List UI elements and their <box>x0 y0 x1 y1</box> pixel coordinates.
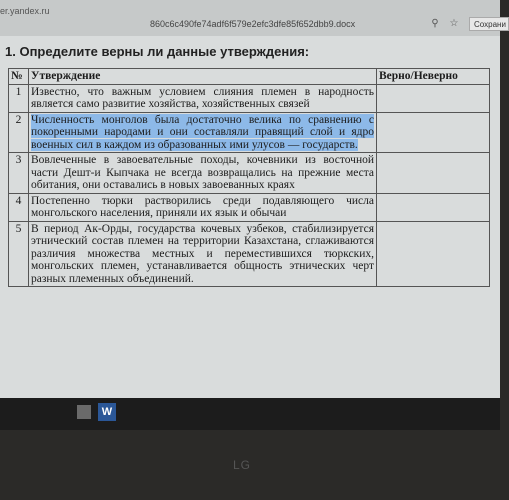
file-name: 860c6c490fe74adf6f579e2efc3dfe85f652dbb9.docx <box>150 19 356 29</box>
search-icon[interactable]: ⚲ <box>431 18 439 29</box>
verdict-cell[interactable] <box>377 112 490 153</box>
lg-logo: LG <box>233 458 252 472</box>
app-icon[interactable] <box>77 405 91 419</box>
statement-text[interactable]: Вовлеченные в завоевательные походы, кочевники из восточной части Дешт-и Кыпчака не всегда возвращались на прежние места обитания, они оставались в новых завоеванных краях <box>29 153 377 194</box>
statement-text[interactable]: Постепенно тюрки растворились среди подавляющего числа монгольского населения, приняли их язык и обычаи <box>29 193 377 221</box>
row-number: 5 <box>9 221 29 287</box>
save-button[interactable]: Сохрани <box>469 17 509 31</box>
task-title: 1. Определите верны ли данные утверждения: <box>5 44 310 59</box>
header-verdict: Верно/Неверно <box>377 69 490 85</box>
table-row <box>9 221 490 287</box>
verdict-cell[interactable] <box>377 84 490 112</box>
statement-text[interactable]: В период Ак-Орды, государства кочевых узбеков, стабилизируется этнический состав племен на территории Казахстана, сглаживаются различия множества местных и переместившихся тюркских, монгольских племен, устанавливается общность этнических черт разных племенных объединений. <box>29 221 377 287</box>
url-text[interactable]: er.yandex.ru <box>0 6 50 16</box>
header-number: № <box>9 69 29 85</box>
statement-text-selected[interactable] <box>29 112 377 153</box>
table-header-row <box>9 69 490 85</box>
table-row <box>9 193 490 221</box>
text-selection[interactable]: Численность монголов была достаточно велика по сравнению с покоренными народами и они составляли правящий слой и ядро военных сил в каждом из образованных ими улусов — государств. <box>31 113 374 151</box>
row-number: 3 <box>9 153 29 194</box>
table-row <box>9 112 490 153</box>
row-number: 1 <box>9 84 29 112</box>
row-number: 4 <box>9 193 29 221</box>
taskbar <box>0 398 500 430</box>
browser-toolbar <box>0 0 506 36</box>
verdict-cell[interactable] <box>377 221 490 287</box>
verdict-cell[interactable] <box>377 153 490 194</box>
table-row <box>9 84 490 112</box>
bookmark-icon[interactable]: ☆ <box>449 18 459 29</box>
header-statement: Утверждение <box>29 69 377 85</box>
table-row <box>9 153 490 194</box>
word-icon[interactable]: W <box>98 403 116 421</box>
verdict-cell[interactable] <box>377 193 490 221</box>
statement-text[interactable]: Известно, что важным условием слияния племен в народность является само развитие хозяйства, хозяйственных связей <box>29 84 377 112</box>
row-number: 2 <box>9 112 29 153</box>
statements-table <box>8 68 490 287</box>
